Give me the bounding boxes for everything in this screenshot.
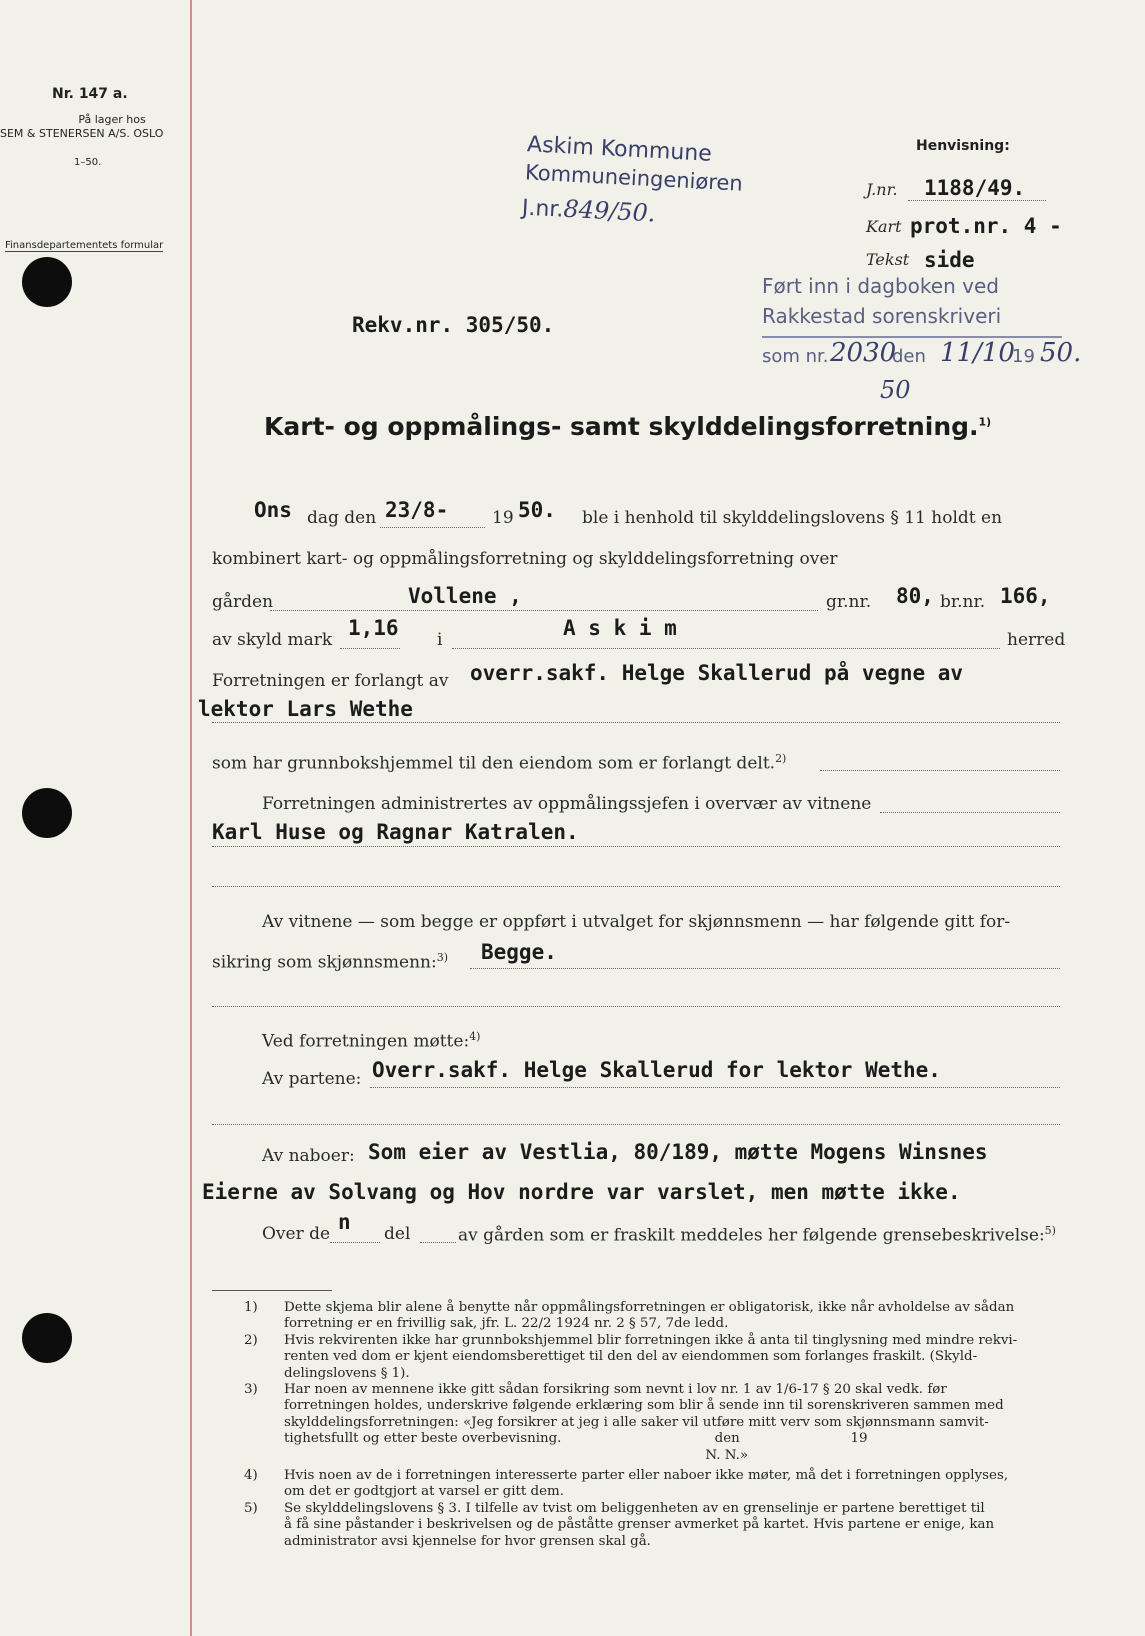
garden-value: Vollene , — [408, 584, 522, 608]
motte-text — [262, 1030, 480, 1052]
admin-text: Forretningen administrertes av oppmålingssjefen i overvær av vitnene — [262, 794, 872, 814]
stamp-line1: Askim Kommune — [526, 132, 713, 167]
skyld-value: 1,16 — [348, 616, 399, 640]
over-rest — [458, 1224, 1056, 1246]
forlangt-value1: overr.sakf. Helge Skallerud på vegne av — [470, 661, 964, 685]
footnote-line: administrator avsi kjennelse for hvor grensen skal gå. — [284, 1533, 651, 1549]
edition: 1–50. — [74, 157, 102, 168]
dots — [212, 1124, 1060, 1125]
footnotes — [244, 1300, 1018, 1550]
date-value: 23/8- — [385, 498, 449, 522]
punch-hole — [22, 1313, 72, 1363]
registry-year-prefix: 19 — [1012, 346, 1035, 367]
footnote-num: 3) — [244, 1382, 258, 1398]
reference-heading: Henvisning: — [916, 138, 1010, 154]
grnr-label: gr.nr. — [826, 592, 872, 612]
dots — [212, 722, 1060, 723]
forlangt-label: Forretningen er forlangt av — [212, 671, 449, 691]
footnote-line: N. N.» — [284, 1447, 749, 1463]
vitner-line1: Av vitnene — som begge er oppført i utvalget for skjønnsmenn — har følgende gitt for- — [262, 912, 1011, 932]
registry-number: 2030 — [830, 338, 897, 368]
grunnbok-label: som har grunnbokshjemmel til den eiendom som er forlangt delt. — [212, 753, 776, 774]
kart-value: prot.nr. 4 - — [910, 214, 1062, 238]
kart-label: Kart — [866, 217, 902, 236]
intro-rest: ble i henhold til skylddelingslovens § 11 holdt en — [582, 508, 1003, 528]
garden-label: gården — [212, 592, 274, 612]
dots — [420, 1242, 456, 1243]
footnote-line: skylddelingsforretningen: «Jeg forsikrer at jeg i alle saker vil utføre mitt verv som skjønnsmann samvit- — [284, 1414, 989, 1430]
herred-value: A s k i m — [563, 616, 677, 640]
over-ref: 5) — [1044, 1224, 1056, 1237]
jnr-value: 1188/49. — [924, 176, 1026, 200]
page-title — [264, 412, 991, 441]
over-del-label: del — [384, 1224, 411, 1244]
footnote-num: 5) — [244, 1500, 258, 1516]
dots — [340, 648, 400, 649]
partene-value: Overr.sakf. Helge Skallerud for lektor Wethe. — [372, 1058, 941, 1082]
footnote-separator — [212, 1290, 332, 1291]
dots — [820, 770, 1060, 771]
margin-line — [190, 0, 192, 1636]
grnr-value: 80, — [896, 584, 934, 608]
registry-year: 50. — [1040, 338, 1082, 368]
registry-den: den — [892, 346, 926, 367]
form-number: Nr. 147 a. — [52, 86, 128, 102]
dots — [452, 648, 1000, 649]
footnote — [244, 1300, 1017, 1333]
dots — [380, 527, 485, 528]
registry-date: 11/10 — [940, 338, 1015, 368]
dots — [270, 610, 818, 611]
stamp-line2: Kommuneingeniøren — [524, 160, 744, 196]
punch-hole — [22, 257, 72, 307]
brnr-label: br.nr. — [940, 592, 986, 612]
footnote-line: forretning er en frivillig sak, jfr. L. 22/2 1924 nr. 2 § 57, 7de ledd. — [284, 1316, 729, 1332]
jnr-label: J.nr. — [866, 180, 898, 199]
tekst-value: side — [924, 248, 975, 272]
dots — [330, 1242, 380, 1243]
footnote — [284, 1448, 1017, 1464]
motte-ref: 4) — [469, 1030, 481, 1043]
ministry-form: Finansdepartementets formular — [5, 240, 164, 251]
naboer-label: Av naboer: — [262, 1146, 355, 1166]
naboer-value1: Som eier av Vestlia, 80/189, møtte Mogens Winsnes — [368, 1140, 988, 1164]
dots — [212, 846, 1060, 847]
title-ref: 1) — [978, 415, 992, 429]
footnote-line: renten ved dom er kjent eiendomsberettiget til den del av eiendommen som forlanges fraskilt. (Skyld- — [284, 1349, 978, 1365]
brnr-value: 166, — [1000, 584, 1051, 608]
registry-line1: Ført inn i dagboken ved — [762, 274, 999, 298]
vitner-value: Begge. — [481, 940, 557, 964]
footnote-line: delingslovens § 1). — [284, 1365, 410, 1381]
footnote — [244, 1468, 1017, 1501]
stamp-jnr-value: 849/50. — [562, 194, 657, 228]
dots — [212, 1006, 1060, 1007]
dots — [370, 1087, 1060, 1088]
stock-line1: På lager hos — [78, 113, 146, 126]
rekv-number: Rekv.nr. 305/50. — [352, 313, 555, 337]
grunnbok-text — [212, 752, 786, 774]
footnote-line: Har noen av mennene ikke gitt sådan forsikring som nevnt i lov nr. 1 av 1/6-17 § 20 skal vedk. før — [284, 1382, 947, 1398]
footnote-line: Dette skjema blir alene å benytte når oppmålingsforretningen er obligatorisk, ikke når avholdelse av sådan — [284, 1300, 1015, 1315]
footnote-line: tighetsfullt og etter beste overbevisning. den 19 — [284, 1431, 868, 1447]
registry-below: 50 — [880, 376, 911, 404]
footnote-line: å få sine påstander i beskrivelsen og de påståtte grenser avmerket på kartet. Hvis partene er enige, kan — [284, 1517, 995, 1533]
footnote-line: Se skylddelingslovens § 3. I tilfelle av tvist om beliggenheten av en grenselinje er partene berettiget til — [284, 1500, 985, 1516]
vitner-line2 — [212, 951, 448, 973]
over-de-label: Over de — [262, 1224, 331, 1244]
stamp-line3 — [521, 193, 656, 228]
witnesses-value: Karl Huse og Ragnar Katralen. — [212, 820, 579, 844]
vitner-ref: 3) — [436, 951, 448, 964]
registry-line2: Rakkestad sorenskriveri — [762, 304, 1002, 328]
footnote-line: Hvis noen av de i forretningen interesserte parter eller naboer ikke møter, må det i forretningen opplyses, — [284, 1468, 1009, 1484]
over-n-value: n — [338, 1210, 351, 1234]
footnote-num: 1) — [244, 1300, 258, 1315]
grunnbok-ref: 2) — [775, 752, 787, 765]
dots — [470, 968, 1060, 969]
footnote — [244, 1332, 1018, 1382]
year-value: 50. — [518, 498, 556, 522]
forlangt-value2: lektor Lars Wethe — [198, 697, 413, 721]
footnote-num: 4) — [244, 1468, 258, 1484]
punch-hole — [22, 788, 72, 838]
footnote — [244, 1382, 1017, 1448]
footnote-line: om det er godtgjort at varsel er gitt dem. — [284, 1484, 564, 1500]
footnote-line: Hvis rekvirenten ikke har grunnbokshjemmel blir forretningen ikke å anta til tinglysning med mindre rekvi- — [284, 1332, 1018, 1348]
tekst-label: Tekst — [866, 250, 910, 269]
stamp-jnr-label: J.nr. — [521, 195, 565, 223]
year-prefix: 19 — [492, 508, 514, 528]
registry-divider — [762, 336, 1062, 338]
footnote-num: 2) — [244, 1332, 258, 1348]
dots — [880, 812, 1060, 813]
footnote-line: forretningen holdes, underskrive følgende erklæring som blir å sende inn til sorenskriveren sammen med — [284, 1398, 1004, 1414]
naboer-value2: Eierne av Solvang og Hov nordre var varslet, men møtte ikke. — [202, 1180, 961, 1204]
motte-label: Ved forretningen møtte: — [262, 1031, 470, 1052]
dag-den-label: dag den — [307, 508, 377, 528]
over-rest-label: av gården som er fraskilt meddeles her følgende grensebeskrivelse: — [458, 1225, 1045, 1246]
footnote — [244, 1500, 1017, 1550]
day-value: Ons — [254, 498, 292, 522]
stock-line2: SEM & STENERSEN A/S. OSLO — [0, 127, 164, 140]
vitner-label: sikring som skjønnsmenn: — [212, 952, 437, 973]
intro-line2: kombinert kart- og oppmålingsforretning og skylddelingsforretning over — [212, 549, 838, 569]
registry-som-nr: som nr. — [762, 346, 829, 367]
skyld-label: av skyld mark — [212, 630, 333, 650]
partene-label: Av partene: — [262, 1069, 362, 1089]
dots — [212, 886, 1060, 887]
herred-label: herred — [1007, 630, 1066, 650]
title-text: Kart- og oppmålings- samt skylddelingsforretning. — [264, 412, 979, 441]
dots — [908, 200, 1046, 201]
i-label: i — [437, 630, 443, 650]
